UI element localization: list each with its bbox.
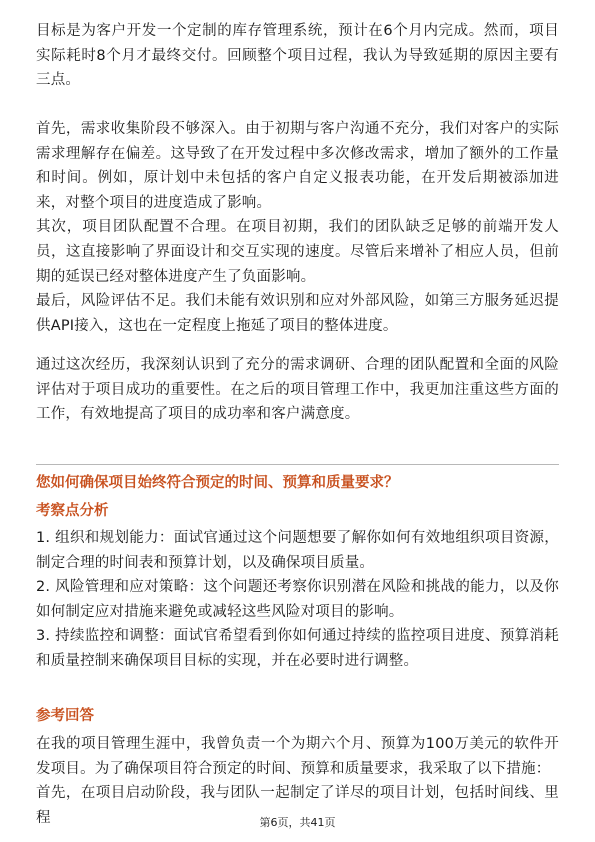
question-heading: 您如何确保项目始终符合预定的时间、预算和质量要求？ bbox=[36, 475, 399, 491]
lesson-paragraph: 通过这次经历，我深刻认识到了充分的需求调研、合理的团队配置和全面的风险评估对于项目成功的重要性。在之后的项目管理工作中，我更加注重这些方面的工作，有效地提高了项目的成功率和客户满意度。 bbox=[36, 357, 559, 423]
problem-paragraph-1: 首先，需求收集阶段不够深入。由于初期与客户沟通不充分，我们对客户的实际需求理解存在偏差。这导致了在开发过程中多次修改需求，增加了额外的工作量和时间。例如，原计划中未包括的客户自定义报表功能，在开发后期被添加进来，对整个项目的进度造成了影响。 bbox=[36, 121, 559, 211]
problem-paragraph-2: 其次，项目团队配置不合理。在项目初期，我们的团队缺乏足够的前端开发人员，这直接影响了界面设计和交互实现的速度。尽管后来增补了相应人员，但前期的延误已经对整体进度产生了负面影响。 bbox=[36, 219, 559, 285]
analysis-list bbox=[36, 526, 559, 674]
analysis-item-2: 2. 风险管理和应对策略：这个问题还考察你识别潜在风险和挑战的能力，以及你如何制定应对措施来避免或减轻这些风险对项目的影响。 bbox=[36, 579, 559, 620]
analysis-heading: 考察点分析 bbox=[36, 503, 109, 519]
intro-paragraph: 目标是为客户开发一个定制的库存管理系统，预计在6个月内完成。然而，项目实际耗时8个月才最终交付。回顾整个项目过程，我认为导致延期的原因主要有三点。 bbox=[36, 23, 559, 89]
analysis-item-3: 3. 持续监控和调整：面试官希望看到你如何通过持续的监控项目进度、预算消耗和质量控制来确保项目目标的实现，并在必要时进行调整。 bbox=[36, 628, 559, 669]
answer-heading: 参考回答 bbox=[36, 708, 94, 724]
page-number-footer: 第6页，共41页 bbox=[259, 816, 336, 829]
analysis-item-1: 1. 组织和规划能力：面试官通过这个问题想要了解你如何有效地组织项目资源，制定合理的时间表和预算计划，以及确保项目质量。 bbox=[36, 530, 559, 571]
section-divider bbox=[36, 464, 559, 465]
answer-paragraph-1: 在我的项目管理生涯中，我曾负责一个为期六个月、预算为100万美元的软件开发项目。为了确保项目符合预定的时间、预算和质量要求，我采取了以下措施： bbox=[36, 736, 559, 777]
problem-paragraph-3: 最后，风险评估不足。我们未能有效识别和应对外部风险，如第三方服务延迟提供API接入，这也在一定程度上拖延了项目的整体进度。 bbox=[36, 293, 559, 334]
problems-list bbox=[36, 117, 559, 338]
answer-paragraph-2: 首先，在项目启动阶段，我与团队一起制定了详尽的项目计划，包括时间线、里程 bbox=[36, 785, 559, 826]
